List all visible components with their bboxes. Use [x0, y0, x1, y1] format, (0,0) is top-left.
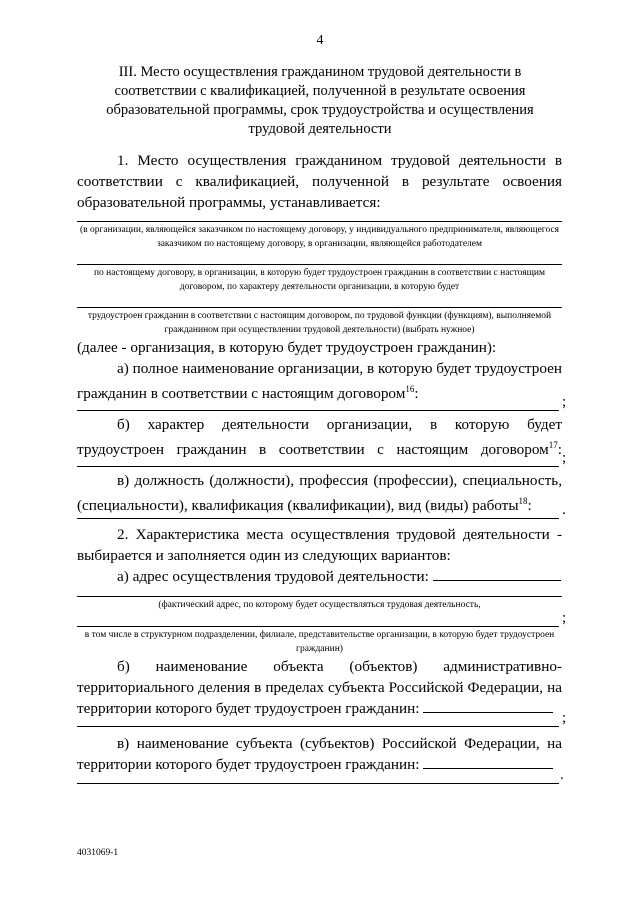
fill-line	[77, 264, 562, 265]
colon: :	[414, 385, 419, 403]
fill-line	[77, 307, 562, 308]
colon: :	[557, 441, 562, 459]
section-title: III. Место осуществления гражданином трудовой деятельности в соответствии с квалификацией, полученной в результате освоения образовательной программы, срок трудоустройства и осуществления трудовой деятельности	[106, 64, 534, 137]
period: .	[562, 502, 566, 518]
document-code: 4031069-1	[77, 848, 119, 858]
fill-line	[77, 726, 559, 727]
page-number: 4	[316, 33, 324, 48]
item1-b-text: б) характер деятельности организации, в которую будет трудоустроен гражданин в соответствии с настоящим договором	[77, 416, 562, 459]
item2-v	[77, 733, 562, 775]
fill-line	[77, 596, 562, 597]
item2-a-note1: (фактический адрес, по которому будет осуществляться трудовая деятельность,	[158, 600, 481, 610]
item2-b	[77, 656, 562, 719]
semicolon: ;	[562, 450, 567, 466]
item1-a	[77, 358, 562, 404]
item1-b	[77, 414, 562, 460]
footnote-ref: 17	[548, 440, 558, 450]
item1-note-c: трудоустроен гражданин в соответствии с настоящим договором, по трудовой функции (функциям), выполняемой гражданином при осуществлении трудовой деятельности) (выбрать нужное)	[87, 311, 552, 335]
period: .	[560, 767, 564, 783]
fill-line	[77, 626, 559, 627]
fill-line	[77, 410, 559, 411]
fill-line	[77, 783, 559, 784]
fill-line	[433, 579, 561, 581]
item1-v-text: в) должность (должности), профессия (профессии), специальность, (специальности), квалификация (квалификации), вид (виды) работы	[77, 472, 562, 515]
fill-line	[423, 711, 553, 713]
item2-a-note2: в том числе в структурном подразделении, филиале, представительстве организации, в которую будет трудоустроен гражданин)	[84, 630, 555, 654]
semicolon: ;	[562, 394, 567, 410]
colon: :	[527, 497, 532, 515]
item2-text: 2. Характеристика места осуществления трудовой деятельности - выбирается и заполняется один из следующих вариантов:	[77, 526, 562, 564]
item1-note-b: по настоящему договору, в организации, в которую будет трудоустроен гражданин в соответствии с настоящим договором, по характеру деятельности организации, в которую будет	[93, 268, 546, 292]
item1-a-text: а) полное наименование организации, в которую будет трудоустроен гражданин в соответствии с настоящим договором	[77, 360, 562, 403]
footnote-ref: 16	[405, 384, 415, 394]
semicolon: ;	[562, 610, 567, 626]
item1-text: 1. Место осуществления гражданином трудовой деятельности в соответствии с квалификацией, полученной в результате освоения образовательной программы, устанавливается:	[77, 152, 562, 211]
item2-b-text: б) наименование объекта (объектов) административно-территориального деления в пределах субъекта Российской Федерации, на территории которого будет трудоустроен гражданин:	[77, 658, 562, 717]
fill-line	[77, 466, 559, 467]
fill-line	[423, 767, 553, 769]
item2-a	[77, 566, 562, 587]
semicolon: ;	[562, 710, 567, 726]
fill-line	[77, 221, 562, 222]
fill-line	[77, 518, 559, 519]
footnote-ref: 18	[518, 496, 528, 506]
item1-continuation: (далее - организация, в которую будет трудоустроен гражданин):	[77, 339, 497, 356]
item1-note-a: (в организации, являющейся заказчиком по настоящему договору, у индивидуального предпринимателя, являющегося заказчиком по настоящему договору, в организации, являющейся работодателем	[79, 225, 560, 249]
item1-v	[77, 470, 562, 516]
item2-a-label: а) адрес осуществления трудовой деятельности:	[117, 568, 429, 585]
item2-v-text: в) наименование субъекта (субъектов) Российской Федерации, на территории которого будет трудоустроен гражданин:	[77, 735, 562, 773]
